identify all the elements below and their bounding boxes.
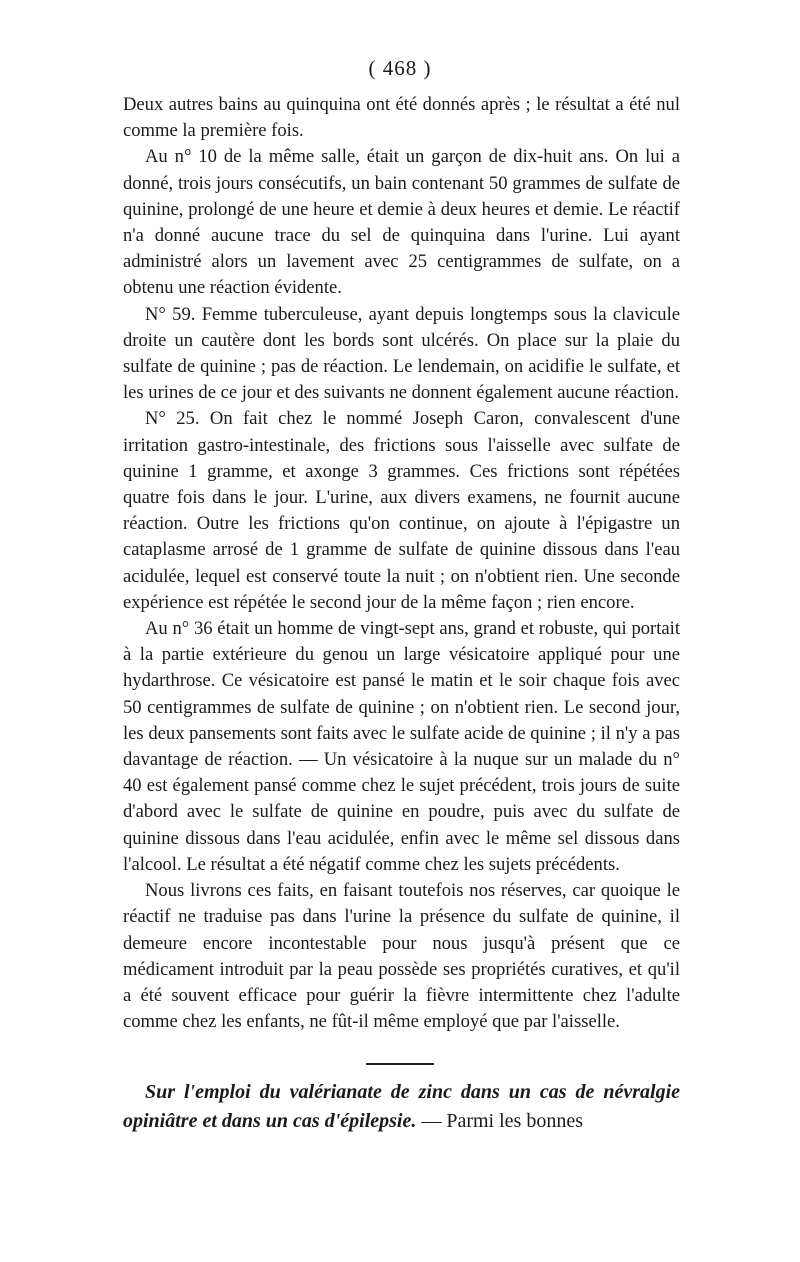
paragraph: Deux autres bains au quinquina ont été donnés après ; le résultat a été nul comme la première fois. <box>123 94 680 142</box>
section-title: Sur l'emploi du valérianate de zinc dans un cas de névralgie opiniâtre et dans un cas d'épilepsie. <box>123 1081 680 1132</box>
paragraph: Au n° 36 était un homme de vingt-sept ans, grand et robuste, qui portait à la partie extérieure du genou un large vésicatoire appliqué pour une hydarthrose. Ce vésicatoire est pansé le matin et le soir chaque fois avec 50 centigrammes de sulfate de quinine ; on n'obtient rien. Le second jour, les deux pansements sont faits avec le sulfate acide de quinine ; il n'y a pas davantage de réaction. — Un vésicatoire à la nuque sur un malade du n° 40 est également pansé comme chez le sujet précédent, trois jours de suite d'abord avec le sulfate de quinine en poudre, puis avec du sulfate de quinine dissous dans l'eau acidulée, enfin avec le même sel dissous dans l'alcool. Le résultat a été négatif comme chez les sujets précédents. <box>123 618 680 875</box>
section-start <box>123 1078 680 1136</box>
section-divider <box>366 1063 434 1065</box>
section-continuation: — Parmi les bonnes <box>416 1110 583 1132</box>
body-text <box>123 92 680 1035</box>
paragraph: N° 25. On fait chez le nommé Joseph Caron, convalescent d'une irritation gastro-intestinale, des frictions sous l'aisselle avec sulfate de quinine 1 gramme, et axonge 3 grammes. Ces frictions sont répétées quatre fois dans le jour. L'urine, aux divers examens, ne fournit aucune réaction. Outre les frictions qu'on continue, on ajoute à l'épigastre un cataplasme arrosé de 1 gramme de sulfate de quinine dissous dans l'eau acidulée, lequel est conservé toute la nuit ; on n'obtient rien. Une seconde expérience est répétée le second jour de la même façon ; rien encore. <box>123 408 680 613</box>
paragraph: Nous livrons ces faits, en faisant toutefois nos réserves, car quoique le réactif ne traduise pas dans l'urine la présence du sulfate de quinine, il demeure encore incontestable pour nous jusqu'à présent que ce médicament introduit par la peau possède ses propriétés curatives, et qu'il a été souvent efficace pour guérir la fièvre intermittente chez l'adulte comme chez les enfants, ne fût-il même employé que par l'aisselle. <box>123 880 680 1033</box>
paragraph: Au n° 10 de la même salle, était un garçon de dix-huit ans. On lui a donné, trois jours consécutifs, un bain contenant 50 grammes de sulfate de quinine, prolongé de une heure et demie à deux heures et demie. Le réactif n'a donné aucune trace du sel de quinquina dans l'urine. Lui ayant administré alors un lavement avec 25 centigrammes de sulfate, on a obtenu une réaction évidente. <box>123 146 680 299</box>
page-number: ( 468 ) <box>368 56 432 80</box>
paragraph: N° 59. Femme tuberculeuse, ayant depuis longtemps sous la clavicule droite un cautère dont les bords sont ulcérés. On place sur la plaie du sulfate de quinine ; pas de réaction. Le lendemain, on acidifie le sulfate, et les urines de ce jour et des suivants ne donnent également aucune réaction. <box>123 303 680 404</box>
